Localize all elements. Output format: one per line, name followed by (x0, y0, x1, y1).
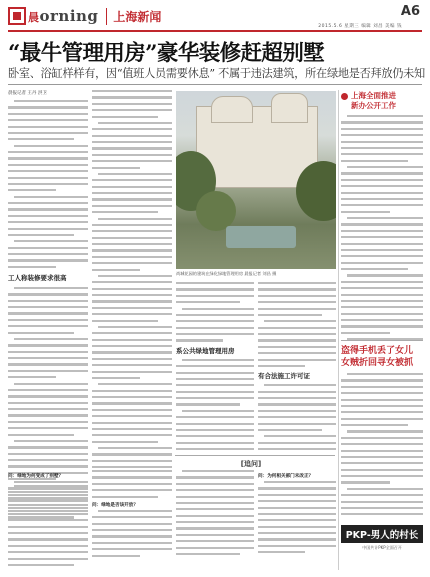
pkp-subtitle: 中国共计PKP全面召开 (362, 545, 402, 550)
right-headline-1b: 新办公开工作 (351, 101, 396, 110)
villa-tower (271, 93, 308, 123)
right-headline-2b: 女贼折回寻女被抓 (341, 358, 414, 368)
body-text-block (176, 359, 254, 452)
byline: 晨报记者 王丹 洪卫 (8, 91, 47, 96)
article-column-1 (8, 90, 88, 520)
brand-accent: 晨 (28, 11, 40, 24)
right-column-top (341, 91, 423, 341)
villa-roof (211, 96, 253, 123)
qa-column-2 (92, 470, 172, 570)
body-text-block (8, 100, 88, 268)
right-headline-1: 上海全面推进 (341, 91, 423, 101)
body-text-block (341, 373, 423, 520)
body-text-block (92, 90, 172, 468)
body-text-block (258, 282, 336, 367)
body-text-block (176, 470, 254, 555)
brand-word (28, 7, 98, 25)
right-rule (341, 340, 423, 341)
photo-caption: 尚城花园的建筑在绿化绿地管理用房 晨报记者 刘昌 摄 (176, 271, 277, 276)
logo-mark-icon (8, 7, 26, 25)
qa-question: 问：为何相关部门未改正？ (258, 474, 314, 479)
body-text-block (176, 282, 254, 342)
section-name: 上海新闻 (106, 8, 161, 25)
qa-column-3 (176, 470, 254, 570)
building-photo (176, 91, 336, 269)
brand-main: orning (39, 7, 99, 25)
right-column-bottom (341, 345, 423, 520)
bullet-icon (341, 93, 348, 100)
body-text-block (258, 481, 336, 553)
section-head-1: 工人称装修要求很高 (8, 273, 67, 282)
section-head-3: 有合法施工许可证 (258, 372, 310, 381)
qa-question: 问：绿地为何变成了别墅？ (8, 474, 64, 479)
body-text-block (92, 470, 172, 498)
qa-column-4 (258, 470, 336, 570)
article-column-3 (176, 282, 254, 452)
page-number: A6 (400, 4, 420, 19)
body-text-block (258, 384, 336, 452)
subheadline: 卧室、浴缸样样有，因“值班人员需要休息” 不属于违法建筑，所在绿地是否拜放仍未知 (8, 67, 425, 80)
body-text-block (8, 481, 88, 566)
headline: “最牛管理用房”豪华装修赶超别墅 (8, 41, 325, 66)
masthead-logo (8, 5, 161, 27)
qa-title: [追问] (240, 460, 262, 468)
qa-question: 问：绿地是否该开放？ (92, 502, 138, 508)
column-divider (338, 90, 339, 570)
article-column-4 (258, 282, 336, 452)
section-head-2: 系公共绿地管理用房 (176, 346, 235, 355)
dateline: 2015.5.6 星期三 编辑 刘昌 美编 钱 (318, 24, 402, 29)
qa-rule (175, 455, 335, 456)
masthead-rule (8, 30, 422, 32)
headline-rule (8, 84, 422, 85)
tree-shape (196, 191, 236, 231)
pkp-banner: PKP-男人的村长 (341, 525, 423, 543)
body-text-block (92, 510, 172, 557)
pond-shape (226, 226, 296, 248)
right-headline-2a: 盗得手机丢了女儿 (341, 346, 414, 356)
body-text-block (341, 115, 423, 341)
qa-column-1 (8, 470, 88, 570)
article-column-2 (92, 90, 172, 468)
